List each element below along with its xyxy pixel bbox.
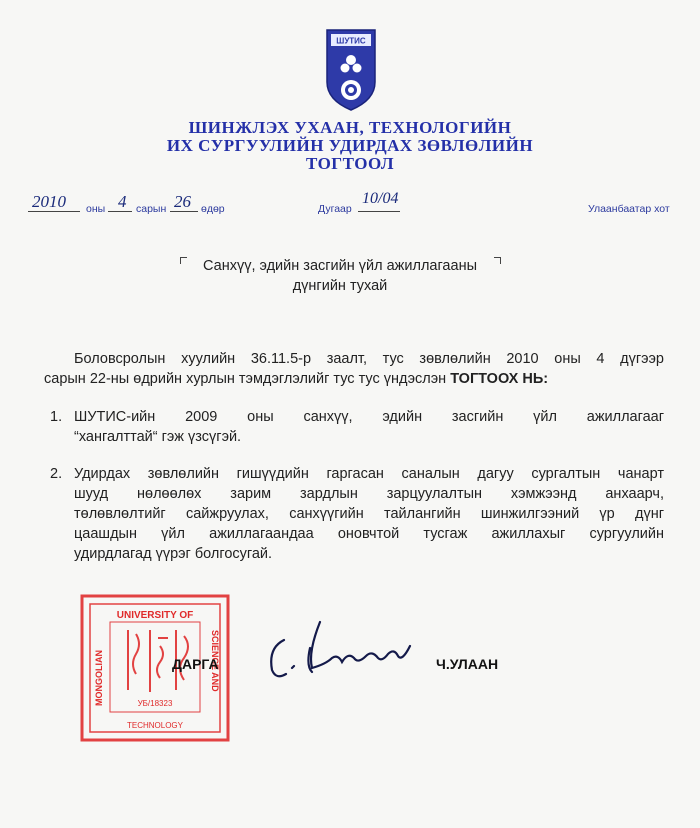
subject-line-1: Санхүү, эдийн засгийн үйл ажиллагааны (203, 258, 477, 274)
item-2-line-3: төлөвлөлтийг сайжруулах, санхүүгийн тайлангийн шинжилгээний үр дүнг (74, 506, 664, 522)
month-suffix: сарын (136, 203, 167, 215)
signatory-title: ДАРГА (172, 656, 219, 672)
signatory-name: Ч.УЛААН (436, 656, 499, 672)
item-1-line-2: “хангалттай“ гэж үзсүгэй. (74, 429, 242, 445)
subject-bracket-left (180, 257, 187, 264)
preamble-text: сарын 22-ны өдрийн хурлын тэмдэглэлийг тус тус үндэслэн (44, 371, 451, 387)
item-2-line-2: шууд нөлөөлөх зарим зардлын зарцуулалтын хэмжээнд анхаарч, (74, 486, 664, 502)
heading-line-1: ШИНЖЛЭХ УХААН, ТЕХНОЛОГИЙН (188, 118, 512, 137)
preamble-line-1: Боловсролын хуулийн 36.11.5-р заалт, тус зөвлөлийн 2010 оны 4 дүгээр (74, 351, 664, 367)
handwritten-signature (262, 612, 432, 688)
stamp-left-text: MONGOLIAN (94, 650, 104, 706)
month-underline (108, 211, 132, 212)
item-1-number: 1. (50, 409, 63, 425)
item-1-line-1: ШУТИС-ийн 2009 оны санхүү, эдийн засгийн үйл ажиллагааг (74, 409, 664, 425)
document-number: 10/04 (362, 190, 399, 207)
resolution-keyword: ТОГТООХ НЬ: (450, 371, 549, 387)
date-year: 2010 (32, 192, 66, 211)
date-day: 26 (174, 192, 191, 211)
number-label: Дугаар (318, 203, 352, 215)
item-2-line-1: Удирдах зөвлөлийн гишүүдийн гаргасан саналын дагуу сургалтын чанарт (74, 466, 664, 482)
year-underline (28, 211, 80, 212)
logo-abbr-text: ШУТИС (336, 36, 366, 46)
date-month: 4 (118, 192, 127, 211)
stamp-right-text: SCIENCE AND (210, 630, 220, 692)
stamp-bottom-text: TECHNOLOGY (126, 721, 184, 730)
preamble-line-2 (44, 369, 664, 389)
stamp-number-text: УБ/18323 (137, 699, 173, 708)
heading-line-3: ТОГТООЛ (305, 154, 395, 173)
city-label: Улаанбаатар хот (588, 203, 670, 215)
item-2-line-5: удирдлагад үүрэг болгосугай. (74, 546, 273, 562)
day-underline (170, 211, 198, 212)
number-underline (358, 211, 400, 212)
stamp-top-text: UNIVERSITY OF (116, 610, 194, 621)
subject-line-2: дүнгийн тухай (292, 278, 388, 294)
day-suffix: өдөр (201, 203, 225, 215)
item-2-number: 2. (50, 466, 63, 482)
subject-bracket-right (494, 257, 501, 264)
item-2-line-4: цаашдын үйл ажиллагаандаа оновчтой тусгаж ажиллахыг сургуулийн (74, 526, 664, 542)
heading-line-2: ИХ СУРГУУЛИЙН УДИРДАХ ЗӨВЛӨЛИЙН (166, 136, 534, 155)
year-suffix: оны (86, 203, 106, 215)
university-logo (325, 28, 377, 112)
